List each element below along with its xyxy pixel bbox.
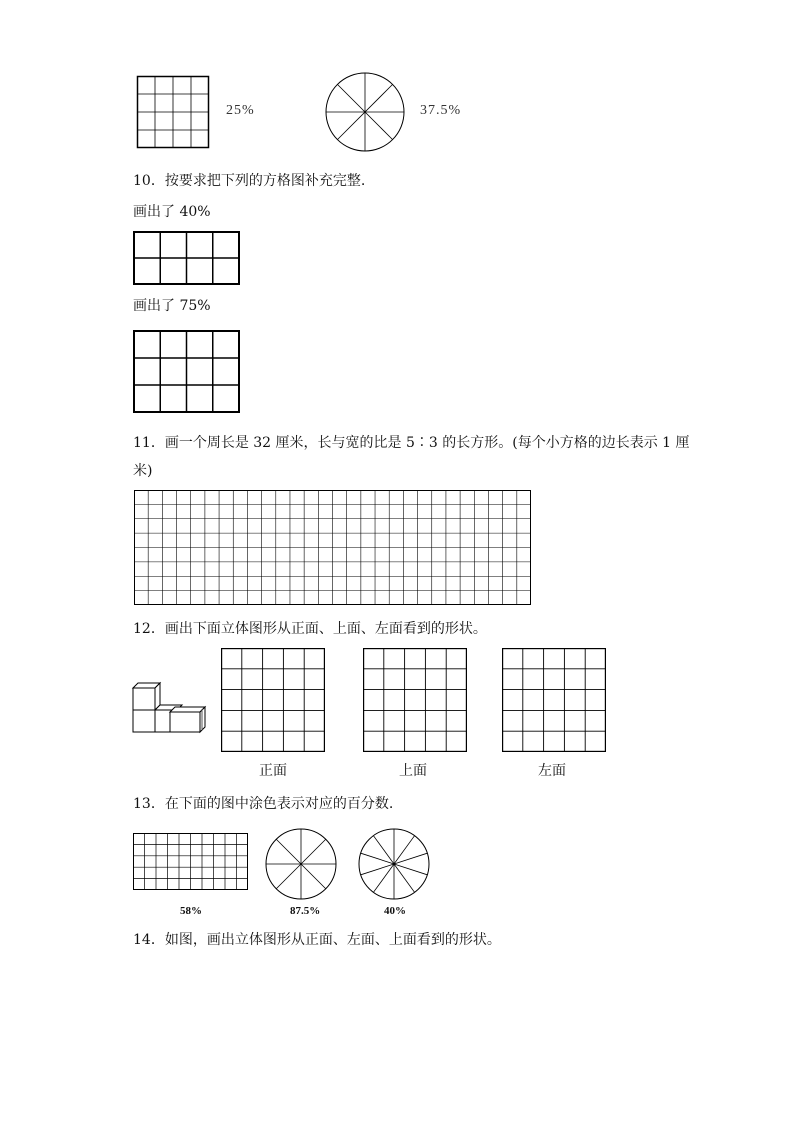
front-view-label: 正面 bbox=[259, 762, 287, 778]
grid-3x4-figure bbox=[133, 330, 240, 413]
question-10-label-40: 画出了 40% bbox=[133, 204, 211, 220]
top-view-grid bbox=[363, 648, 467, 752]
percent-37-5-label: 37.5% bbox=[420, 103, 462, 118]
question-12-title: 12．画出下面立体图形从正面、上面、左面看到的形状。 bbox=[133, 621, 487, 637]
grid-2x4-figure bbox=[133, 231, 240, 285]
percent-40-label: 40% bbox=[384, 905, 406, 917]
question-10-title: 10．按要求把下列的方格图补充完整. bbox=[133, 173, 366, 189]
question-11-title-line1: 11．画一个周长是 32 厘米，长与宽的比是 5∶3 的长方形。(每个小方格的边长表示 1 厘 bbox=[133, 435, 690, 451]
question-14-title: 14．如图，画出立体图形从正面、左面、上面看到的形状。 bbox=[133, 932, 501, 948]
grid-10x5-figure bbox=[133, 833, 248, 890]
question-11-title-line2: 米) bbox=[133, 463, 153, 479]
percent-87-5-label: 87.5% bbox=[290, 905, 321, 917]
percent-58-label: 58% bbox=[180, 905, 202, 917]
front-view-grid bbox=[221, 648, 325, 752]
question-10-label-75: 画出了 75% bbox=[133, 298, 211, 314]
square-grid-paper bbox=[134, 490, 531, 605]
grid-4x4-figure bbox=[137, 76, 209, 148]
circle-8-sectors-figure bbox=[325, 72, 405, 152]
left-view-label: 左面 bbox=[538, 762, 566, 778]
circle-8-sectors-figure-87-5 bbox=[265, 828, 337, 900]
top-view-label: 上面 bbox=[399, 762, 427, 778]
percent-25-label: 25% bbox=[226, 103, 255, 118]
left-view-grid bbox=[502, 648, 606, 752]
question-13-title: 13．在下面的图中涂色表示对应的百分数. bbox=[133, 796, 394, 812]
circle-10-sectors-figure bbox=[358, 828, 430, 900]
stacked-cubes-figure bbox=[132, 678, 208, 734]
